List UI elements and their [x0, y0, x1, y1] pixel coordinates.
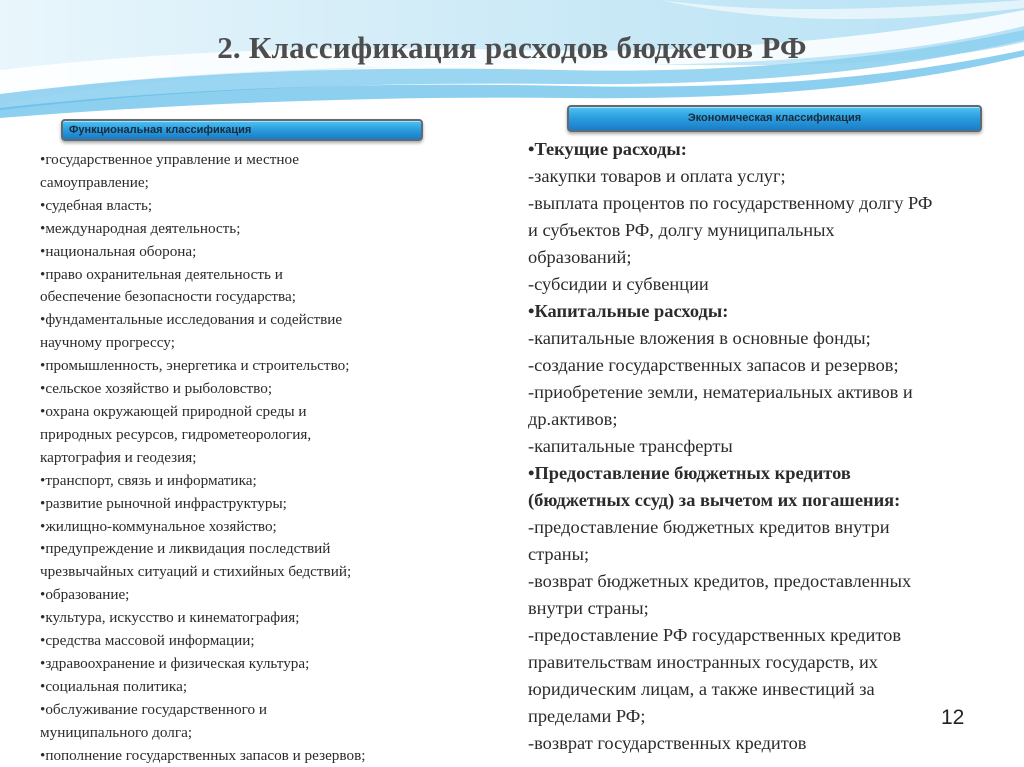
functional-list-line: •промышленность, энергетика и строительство; [40, 357, 350, 375]
economic-list-line: -создание государственных запасов и резервов; [528, 355, 899, 375]
functional-list-line: •культура, искусство и кинематография; [40, 609, 300, 627]
functional-list-line: •сельское хозяйство и рыболовство; [40, 380, 273, 398]
functional-list-line: •транспорт, связь и информатика; [40, 471, 257, 489]
economic-list-line: страны; [528, 544, 590, 564]
economic-list-heading: •Предоставление бюджетных кредитов [528, 463, 851, 483]
functional-list-line: •обслуживание государственного и [40, 700, 267, 718]
economic-list-heading: •Капитальные расходы: [528, 301, 729, 321]
functional-list-line: природных ресурсов, гидрометеорология, [40, 425, 312, 443]
economic-list-line: -приобретение земли, нематериальных активов и [528, 382, 913, 402]
functional-list-line: муниципального долга; [40, 723, 193, 741]
functional-list-line: •предупреждение и ликвидация последствий [40, 540, 331, 558]
functional-list-line: •образование; [40, 586, 130, 604]
economic-classification-header: Экономическая классификация [567, 105, 982, 132]
functional-list-line: •фундаментальные исследования и содействие [40, 311, 343, 329]
economic-list-heading: •Текущие расходы: [528, 139, 687, 159]
economic-list-line: -предоставление РФ государственных кредитов [528, 625, 902, 645]
economic-list-line: пределами РФ; [528, 706, 646, 726]
functional-list-line: •пополнение государственных запасов и резервов; [40, 746, 366, 764]
economic-list-line: правительствам иностранных государств, их [528, 652, 879, 672]
economic-list-line: -выплата процентов по государственному долгу РФ [528, 193, 933, 213]
economic-list-line: др.активов; [528, 409, 618, 429]
functional-list-line: чрезвычайных ситуаций и стихийных бедствий; [40, 563, 352, 581]
functional-classification-header: Функциональная классификация [61, 119, 423, 141]
functional-list-line: •жилищно-коммунальное хозяйство; [40, 517, 277, 535]
functional-list-line: •государственное управление и местное [40, 151, 299, 168]
economic-list-line: -возврат государственных кредитов [528, 733, 807, 753]
functional-list-line: самоуправление; [40, 173, 149, 191]
functional-list-line: •здравоохранение и физическая культура; [40, 654, 310, 672]
functional-list-line: •развитие рыночной инфраструктуры; [40, 494, 287, 512]
economic-list-line: -капитальные вложения в основные фонды; [528, 328, 871, 348]
economic-list-line: -возврат бюджетных кредитов, предоставленных [528, 571, 912, 591]
economic-list-line: -предоставление бюджетных кредитов внутри [528, 517, 890, 537]
economic-list-line: и субъектов РФ, долгу муниципальных [528, 220, 835, 240]
economic-list-line: внутри страны; [528, 598, 649, 618]
economic-list-line: -капитальные трансферты [528, 436, 733, 456]
functional-list-line: •судебная власть; [40, 196, 153, 214]
functional-list-line: •международная деятельность; [40, 219, 241, 237]
functional-list-line: •социальная политика; [40, 677, 188, 695]
functional-classification-list [40, 149, 460, 767]
economic-list-line: юридическим лицам, а также инвестиций за [528, 679, 875, 699]
functional-list-line: картография и геодезия; [40, 448, 197, 466]
economic-list-line: -субсидии и субвенции [528, 274, 709, 294]
economic-classification-list [528, 136, 1018, 757]
functional-list-line: обеспечение безопасности государства; [40, 288, 296, 306]
functional-list-line: •средства массовой информации; [40, 632, 255, 650]
economic-list-line: -закупки товаров и оплата услуг; [528, 166, 786, 186]
functional-list-line: •право охранительная деятельность и [40, 265, 283, 283]
economic-list-heading: (бюджетных ссуд) за вычетом их погашения: [528, 490, 901, 510]
economic-list-line: образований; [528, 247, 632, 267]
functional-list-line: научному прогрессу; [40, 334, 175, 352]
page-number: 12 [941, 706, 965, 729]
slide-title: 2. Классификация расходов бюджетов РФ [217, 30, 807, 65]
functional-list-line: •охрана окружающей природной среды и [40, 402, 307, 420]
functional-list-line: •национальная оборона; [40, 242, 197, 260]
